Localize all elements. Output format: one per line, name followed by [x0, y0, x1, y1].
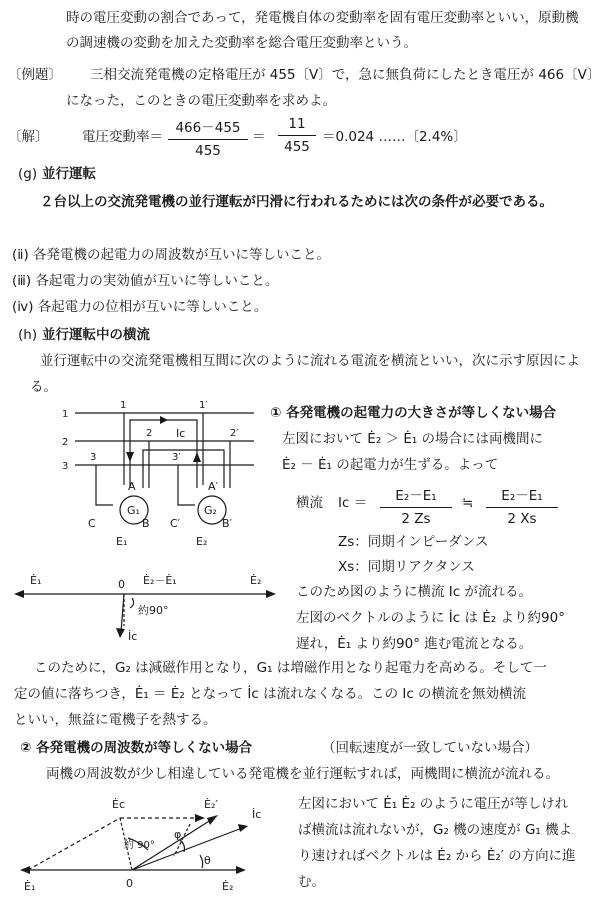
fraction-denominator: 2 Zs: [401, 511, 431, 527]
vector-e2-prime-label: Ė₂′: [204, 798, 218, 811]
vector-ic-label: İc: [252, 808, 262, 821]
ic-label: Ic: [176, 427, 186, 440]
vector-e2-label: Ė₂: [250, 574, 262, 587]
solution-result: ＝0.024 ……〔2.4%〕: [322, 129, 467, 145]
para-2-line-2: 定の値に落ちつき，Ė₁ ＝ Ė₂ となって İc は流れなくなる。この Ic の横流を無効横流: [14, 686, 527, 702]
generator-2-label: G₂: [204, 504, 217, 517]
line-label-2: 2: [62, 437, 69, 448]
vector-e1-label: Ė₁: [30, 574, 42, 587]
section-h-body-1: 並行運転中の交流発電機相互間に次のように流れる電流を横流といい，次に示す原因によ: [40, 353, 580, 369]
node-label: 3: [90, 452, 97, 463]
cause-1-line-4: 左図のベクトルのように İc は Ė₂ より約90°: [296, 610, 565, 626]
vector-diff-label: Ė₂－Ė₁: [143, 574, 177, 587]
fraction-denominator: 455: [284, 139, 310, 155]
intro-line-2: の調速機の変動を加えた変動率を総合電圧変動率という。: [66, 35, 417, 51]
approx-sign: ≒: [462, 495, 474, 511]
emf-e2-label: E₂: [196, 535, 208, 548]
theta-label: θ: [204, 854, 211, 867]
fraction-denominator: 455: [195, 143, 221, 159]
origin-label: 0: [126, 877, 133, 890]
line-label-1: 1: [62, 409, 69, 420]
angle-label: 約90°: [138, 604, 169, 617]
node-label: 1′: [199, 400, 208, 411]
section-g-title: 並行運転: [42, 166, 96, 182]
current-label: 横流: [296, 495, 323, 511]
angle-90-label: 約 90°: [124, 840, 155, 851]
cause-1-line-3: このため図のように横流 Ic が流れる。: [296, 584, 532, 600]
solution-label: 電圧変動率＝: [82, 129, 163, 145]
fraction-numerator: E₂－E₁: [380, 484, 452, 508]
emf-e1-label: E₁: [116, 535, 128, 548]
node-label: 3′: [172, 452, 181, 463]
cause-1-title: ① 各発電機の起電力の大きさが等しくない場合: [270, 405, 557, 421]
section-g-mark: (g): [18, 166, 38, 182]
example-tag: 〔例題〕: [8, 67, 62, 83]
example-line-1: 三相交流発電機の定格電圧が 455〔V〕で，急に無負荷にしたとき電圧が 466〔V〕: [90, 67, 600, 83]
cause-1-line-5: 遅れ，Ė₁ より約90° 進む電流となる。: [296, 636, 533, 652]
zs-definition: Zs：同期インピーダンス: [338, 534, 489, 550]
xs-definition: Xs：同期リアクタンス: [338, 559, 475, 575]
section-g-body: ２台以上の交流発電機の並行運転が円滑に行われるためには次の条件が必要である。: [40, 194, 553, 210]
vector-ec-label: Ėc: [112, 798, 125, 811]
section-h-title: 並行運転中の横流: [42, 327, 150, 343]
node-label: 2′: [230, 428, 239, 439]
terminal-b-prime: B′: [222, 517, 233, 530]
fraction-numerator: E₂－E₁: [486, 484, 558, 508]
ic-equation: Ic ＝: [338, 495, 368, 511]
cause-2-line-2: ば横流は流れないが，G₂ 機の速度が G₁ 機よ: [298, 822, 573, 838]
example-line-2: になった，このときの電圧変動率を求めよ。: [66, 93, 336, 109]
vector-e2-label: Ė₂: [222, 880, 234, 893]
para-2-line-3: といい，無益に電機子を熱する。: [14, 712, 217, 728]
cause-2-title: ② 各発電機の周波数が等しくない場合: [20, 740, 253, 756]
fraction-denominator: 2 Xs: [507, 511, 537, 527]
intro-line-1: 時の電圧変動の割合であって，発電機自体の変動率を固有電圧変動率といい，原動機: [66, 10, 579, 26]
terminal-c-prime: C′: [170, 517, 181, 530]
solution-tag: 〔解〕: [8, 129, 49, 145]
cause-2-line-1: 左図において Ė₁ Ė₂ のように電圧が等しけれ: [298, 796, 569, 812]
generator-1-label: G₁: [127, 504, 140, 517]
condition-item: (ⅲ) 各起電力の実効値が互いに等しいこと。: [12, 273, 279, 289]
terminal-a-prime: A′: [208, 480, 219, 493]
cause-2-body: 両機の周波数が少し相違している発電機を並行運転すれば，両機間に横流が流れる。: [46, 766, 559, 782]
para-2-line-1: このために，G₂ は減磁作用となり，G₁ は増磁作用となり起電力を高める。そして一: [34, 660, 547, 676]
node-label: 2: [146, 428, 153, 439]
fraction-numerator: 11: [278, 116, 316, 136]
condition-item: (ⅱ) 各発電機の起電力の周波数が互いに等しいこと。: [12, 247, 331, 263]
cause-2-note: （回転速度が一致していない場合）: [322, 740, 538, 756]
vector-e1-label: Ė₁: [24, 880, 36, 893]
cause-1-line-1: 左図において Ė₂ ＞ Ė₁ の場合には両機間に: [282, 431, 544, 447]
phi-label: φ: [174, 828, 182, 841]
vector-ic-label: İc: [128, 630, 138, 643]
terminal-a: A: [128, 480, 136, 493]
cause-1-line-2: Ė₂ － Ė₁ の起電力が生ずる。よって: [282, 457, 499, 473]
condition-item: (ⅳ) 各起電力の位相が互いに等しいこと。: [12, 299, 268, 315]
cause-2-line-4: む。: [298, 874, 325, 890]
origin-label: 0: [118, 578, 125, 591]
terminal-c: C: [88, 517, 96, 530]
terminal-b: B: [142, 517, 150, 530]
section-h-body-2: る。: [30, 379, 57, 395]
cause-2-line-3: り速ければベクトルは Ė₂ から Ė₂′ の方向に進: [298, 848, 576, 864]
solution-equals: ＝: [252, 129, 266, 145]
line-label-3: 3: [62, 461, 69, 472]
section-h-mark: (h): [18, 327, 38, 343]
fraction-numerator: 466－455: [168, 116, 248, 140]
node-label: 1: [120, 400, 127, 411]
